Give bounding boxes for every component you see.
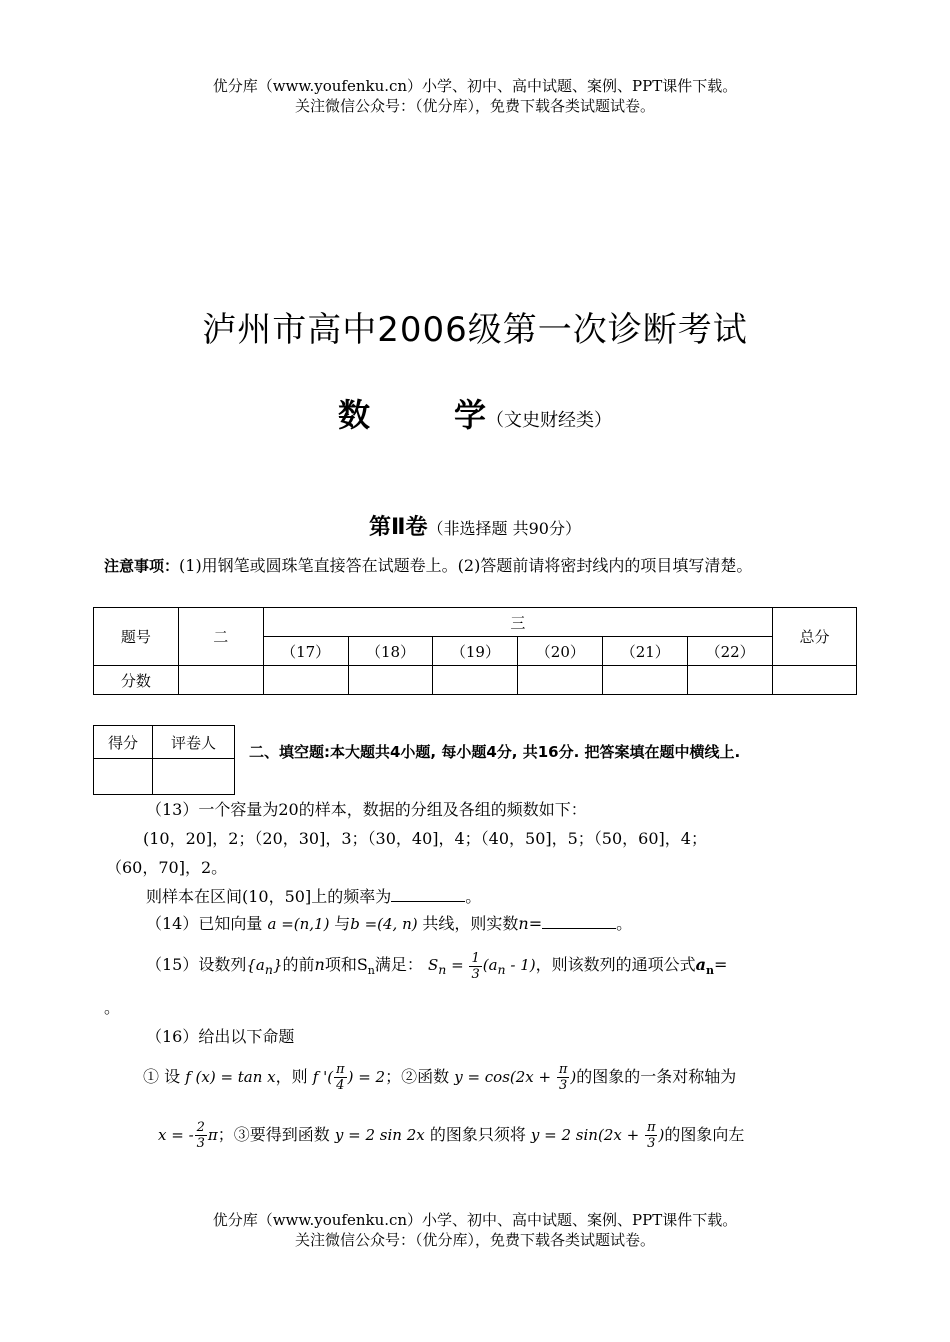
q15-seq (246, 956, 283, 977)
q14-n: n (518, 914, 529, 933)
score-cell (688, 666, 773, 695)
q15-formula-eq: = (446, 956, 469, 974)
q14 (146, 912, 632, 935)
q14-eq: = (528, 914, 543, 933)
score-col-3: 三 (263, 608, 772, 637)
q15 (146, 948, 727, 988)
q15-S-sub: n (367, 964, 375, 978)
q15-text-c: 项和 (324, 955, 357, 974)
q15-text-f: = (713, 955, 728, 974)
q14-end: 。 (616, 914, 633, 933)
subject-char-1: 数 (337, 396, 370, 434)
q16-p1a: ① 设 (143, 1067, 181, 1086)
q16-p2num: π (558, 1062, 568, 1077)
q16-p3f: y = 2 sin 2x (334, 1126, 425, 1144)
header-line-2: 关注微信公众号：（优分库），免费下载各类试题试卷。 (294, 97, 655, 115)
q15-seq-a: {a (246, 956, 265, 974)
q16-p2den2: 3 (196, 1136, 205, 1151)
q13-text: 则样本在区间(10，50]上的频率为 (146, 887, 392, 906)
score-subcol: （18） (348, 637, 433, 666)
section-2-heading: 二、填空题:本大题共4小题, 每小题4分, 共16分. 把答案填在题中横线上. (249, 743, 741, 761)
q13-line-2: (10，20]，2；（20，30]，3；（30，40]，4；（40，50]，5；（50，60]，4； (143, 829, 707, 848)
q15-frac-num: 1 (471, 950, 480, 966)
header-line-1: 优分库（www.youfenku.cn）小学、初中、高中试题、案例、PPT课件下载。 (212, 77, 738, 95)
q15-formula (428, 950, 536, 982)
q16-p1d: f '( (312, 1068, 334, 1086)
q15-tail: 。 (104, 998, 121, 1017)
notice-label: 注意事项： (104, 557, 180, 575)
q13-line-1: （13）一个容量为20的样本，数据的分组及各组的频数如下： (146, 800, 587, 819)
subject-char-2: 学 (454, 396, 487, 434)
q13-line-3: （60，70]，2。 (106, 858, 228, 877)
q16-p1-fraction (334, 1062, 347, 1093)
q14-eq-a: =(n,1) (276, 915, 335, 933)
score-col-2: 二 (178, 608, 263, 666)
q16-p3g: y = 2 sin(2x + (530, 1126, 644, 1144)
q16-p2f: y = cos(2x + (454, 1068, 556, 1086)
q16-p1num: π (336, 1062, 345, 1077)
q14-text-b: 共线，则实数 (422, 914, 519, 933)
q13-end: 。 (465, 887, 482, 906)
q16-p1e: ) = 2 (347, 1068, 386, 1086)
notice (104, 552, 854, 580)
part-heading (0, 510, 950, 541)
grader-name-label: 评卷人 (153, 726, 235, 759)
q15-text-e: ，则该数列的通项公式 (535, 955, 696, 974)
q16-line-2 (158, 1114, 744, 1156)
q16-p2-fraction-2 (195, 1120, 207, 1151)
grader-score-cell (94, 759, 153, 795)
q15-formula-rhs: (a (482, 956, 498, 974)
grader-score-label: 得分 (94, 726, 153, 759)
q15-n: n (314, 955, 325, 974)
score-row-label-points: 分数 (94, 666, 179, 695)
q15-formula-rhs-sub: n (497, 962, 506, 977)
score-subcol: （19） (433, 637, 518, 666)
q15-S: S (356, 955, 368, 974)
score-subcol: （20） (518, 637, 603, 666)
score-cell (178, 666, 263, 695)
subject-note: （文史财经类） (486, 410, 613, 431)
score-row-label-number: 题号 (94, 608, 179, 666)
q14-and: 与 (334, 914, 351, 933)
q13-line-4 (146, 885, 481, 908)
score-subcol: （22） (688, 637, 773, 666)
exam-subject (0, 390, 950, 436)
q16-intro: （16）给出以下命题 (146, 1027, 295, 1046)
q14-vec-b: b (350, 915, 360, 933)
q15-fraction (469, 951, 481, 982)
q16-p3c: 的图象向左 (664, 1125, 745, 1144)
q16-p2den: 3 (559, 1078, 568, 1093)
q16-p3b: 的图象只须将 (429, 1125, 526, 1144)
q15-formula-rhs-end: - 1) (505, 956, 536, 974)
q15-an-sub: n (705, 964, 714, 978)
score-cell (263, 666, 348, 695)
q16-p2x: x = - (158, 1126, 194, 1144)
score-table (93, 607, 857, 695)
q16-p1f: f (x) = tan x (185, 1068, 276, 1086)
q15-an: a (695, 955, 706, 974)
q16-p2-fraction (557, 1062, 570, 1093)
exam-title: 泸州市高中2006级第一次诊断考试 (202, 310, 748, 350)
q16-p1c: ；②函数 (385, 1067, 450, 1086)
part-title: 第Ⅱ卷 (369, 515, 428, 540)
score-cell (773, 666, 857, 695)
score-cell (518, 666, 603, 695)
q14-eq-b: =(4, n) (359, 915, 423, 933)
q13-answer-blank[interactable] (391, 885, 465, 902)
q15-text-d: 满足： (374, 955, 423, 974)
score-subcol: （21） (603, 637, 688, 666)
score-cell (348, 666, 433, 695)
q14-text-a: （14）已知向量 (146, 914, 263, 933)
q15-formula-lhs-sub: n (438, 962, 447, 977)
q16-p3e: ) (658, 1126, 665, 1144)
score-cell (433, 666, 518, 695)
score-subcol: （17） (263, 637, 348, 666)
q15-frac-den: 3 (471, 966, 480, 982)
q16-p2num2: 2 (196, 1120, 205, 1135)
score-col-total: 总分 (773, 608, 857, 666)
q16-p3num: π (646, 1120, 656, 1135)
q15-seq-close: } (272, 956, 283, 974)
q15-formula-lhs: S (428, 956, 439, 974)
q14-vec-a: a (267, 915, 277, 933)
q15-text-a: （15）设数列 (146, 955, 247, 974)
q16-p1den: 4 (336, 1078, 345, 1093)
q16-p3-fraction (645, 1120, 658, 1151)
grader-table (93, 725, 235, 795)
q16-p3den: 3 (647, 1136, 656, 1151)
q14-answer-blank[interactable] (542, 912, 616, 929)
grader-name-cell (153, 759, 235, 795)
footer-line-1: 优分库（www.youfenku.cn）小学、初中、高中试题、案例、PPT课件下载。 (212, 1211, 738, 1229)
footer-line-2: 关注微信公众号：（优分库），免费下载各类试题试卷。 (294, 1231, 655, 1249)
q16-p2t: 的图象的一条对称轴为 (576, 1067, 737, 1086)
notice-text: (1)用钢笔或圆珠笔直接答在试题卷上。(2)答题前请将密封线内的项目填写清楚。 (179, 556, 753, 575)
part-note: （非选择题 共90分） (427, 519, 581, 538)
q16-p1b: ，则 (275, 1067, 308, 1086)
q16-p3a: ；③要得到函数 (217, 1125, 330, 1144)
q16-line-1 (143, 1058, 736, 1096)
q15-text-b: 的前 (282, 955, 315, 974)
q15-seq-sub: n (264, 962, 273, 977)
score-cell (603, 666, 688, 695)
q16-p2pi: π (207, 1126, 218, 1144)
q16-p2e: ) (570, 1068, 577, 1086)
